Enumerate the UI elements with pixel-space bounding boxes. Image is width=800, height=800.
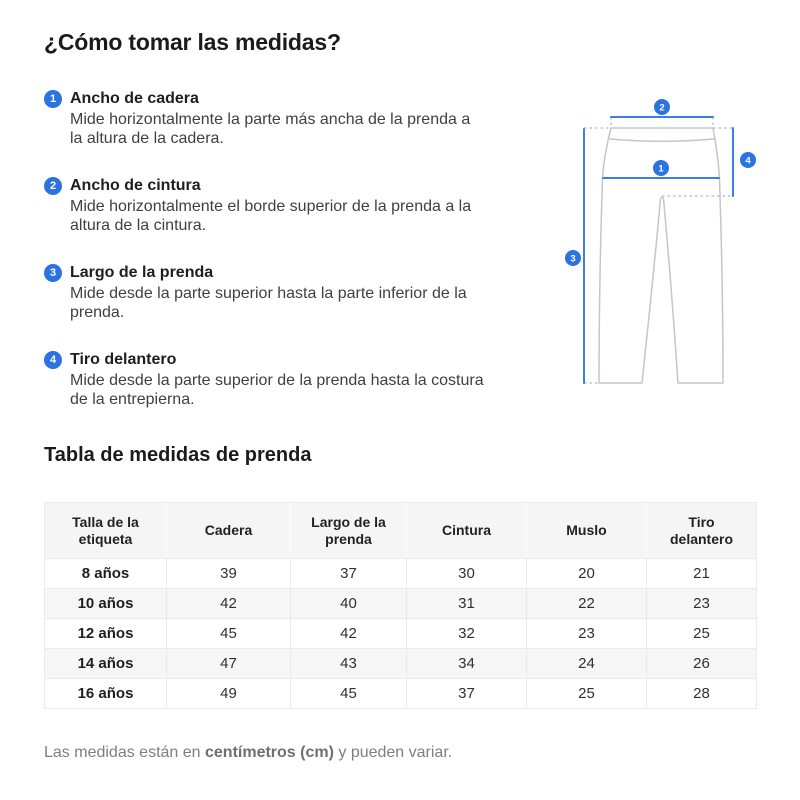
- diagram-marker-1: [653, 160, 669, 176]
- table-row: [45, 649, 757, 679]
- instruction-title: Ancho de cadera: [70, 90, 199, 107]
- instruction-item-4: [44, 350, 536, 409]
- measurement-cell: 21: [647, 559, 757, 589]
- description-line: altura de la cintura.: [70, 216, 207, 234]
- description-line: Mide desde la parte superior de la prenda hasta la costura: [70, 372, 484, 389]
- instruction-title: Tiro delantero: [70, 351, 177, 368]
- svg-text:3: 3: [570, 253, 576, 265]
- measurement-cell: 25: [527, 679, 647, 709]
- measurement-cell: 28: [647, 679, 757, 709]
- instruction-description: [70, 111, 470, 148]
- step-3-badge: 3: [44, 264, 62, 282]
- row-label: 8 años: [45, 559, 167, 589]
- table-row: [45, 679, 757, 709]
- instruction-item-2: [44, 176, 536, 235]
- svg-text:2: 2: [659, 102, 665, 114]
- measurement-cell: 22: [527, 589, 647, 619]
- header-cell-front-rise: Tiro delantero: [647, 503, 757, 559]
- step-1-badge: 1: [44, 90, 62, 108]
- page-title: ¿Cómo tomar las medidas?: [44, 29, 341, 55]
- svg-text:1: 1: [658, 163, 664, 175]
- instruction-description: [70, 198, 471, 235]
- diagram-marker-3: [565, 250, 581, 266]
- measurement-cell: 37: [291, 559, 407, 589]
- table-row: [45, 589, 757, 619]
- table-row: [45, 619, 757, 649]
- pants-measurement-diagram: [556, 85, 796, 405]
- instruction-title: Ancho de cintura: [70, 177, 201, 194]
- size-measurements-table: [44, 502, 757, 709]
- measurement-cell: 20: [527, 559, 647, 589]
- row-label: 10 años: [45, 589, 167, 619]
- footnote-units: centímetros (cm): [205, 744, 334, 761]
- diagram-marker-2: [654, 99, 670, 115]
- description-line: prenda.: [70, 303, 125, 321]
- measurement-cell: 23: [647, 589, 757, 619]
- measurement-cell: 30: [407, 559, 527, 589]
- waistband-line: [610, 139, 714, 141]
- instruction-item-3: [44, 263, 536, 322]
- svg-text:4: 4: [745, 155, 751, 167]
- measurement-cell: 45: [291, 679, 407, 709]
- table-header-row: [45, 503, 757, 559]
- table-row: [45, 559, 757, 589]
- footnote-prefix: Las medidas están en: [44, 744, 205, 761]
- measurement-cell: 43: [291, 649, 407, 679]
- footnote-suffix: y pueden variar.: [333, 744, 453, 761]
- measurement-cell: 47: [167, 649, 291, 679]
- measurement-cell: 37: [407, 679, 527, 709]
- measurement-cell: 32: [407, 619, 527, 649]
- description-line: la altura de la cadera.: [70, 129, 224, 147]
- instruction-item-1: [44, 89, 536, 148]
- pants-diagram-svg: [556, 85, 796, 405]
- instruction-description: [70, 372, 484, 409]
- measurement-cell: 45: [167, 619, 291, 649]
- measurement-cell: 39: [167, 559, 291, 589]
- measurement-cell: 26: [647, 649, 757, 679]
- description-line: Mide horizontalmente la parte más ancha de la prenda a: [70, 111, 471, 128]
- measurement-cell: 34: [407, 649, 527, 679]
- header-cell-hip: Cadera: [167, 503, 291, 559]
- instruction-description: [70, 285, 467, 322]
- dashed-guides: [584, 117, 733, 383]
- row-label: 12 años: [45, 619, 167, 649]
- header-cell-waist: Cintura: [407, 503, 527, 559]
- measurement-cell: 49: [167, 679, 291, 709]
- row-label: 14 años: [45, 649, 167, 679]
- step-2-badge: 2: [44, 177, 62, 195]
- measurement-cell: 23: [527, 619, 647, 649]
- measurement-cell: 24: [527, 649, 647, 679]
- measurement-cell: 25: [647, 619, 757, 649]
- header-cell-thigh: Muslo: [527, 503, 647, 559]
- row-label: 16 años: [45, 679, 167, 709]
- measurement-cell: 40: [291, 589, 407, 619]
- measurement-cell: 42: [167, 589, 291, 619]
- header-cell-length: Largo de la prenda: [291, 503, 407, 559]
- instruction-title: Largo de la prenda: [70, 264, 214, 281]
- description-line: Mide horizontalmente el borde superior de la prenda a la: [70, 198, 472, 215]
- table-section-title: Tabla de medidas de prenda: [44, 444, 312, 466]
- step-4-badge: 4: [44, 351, 62, 369]
- description-line: Mide desde la parte superior hasta la parte inferior de la: [70, 285, 467, 302]
- diagram-marker-4: [740, 152, 756, 168]
- measurement-cell: 31: [407, 589, 527, 619]
- measurement-instructions: [44, 89, 536, 437]
- measurement-cell: 42: [291, 619, 407, 649]
- description-line: de la entrepierna.: [70, 390, 195, 408]
- header-cell-size-label: Talla de la etiqueta: [45, 503, 167, 559]
- units-footnote: [44, 743, 452, 763]
